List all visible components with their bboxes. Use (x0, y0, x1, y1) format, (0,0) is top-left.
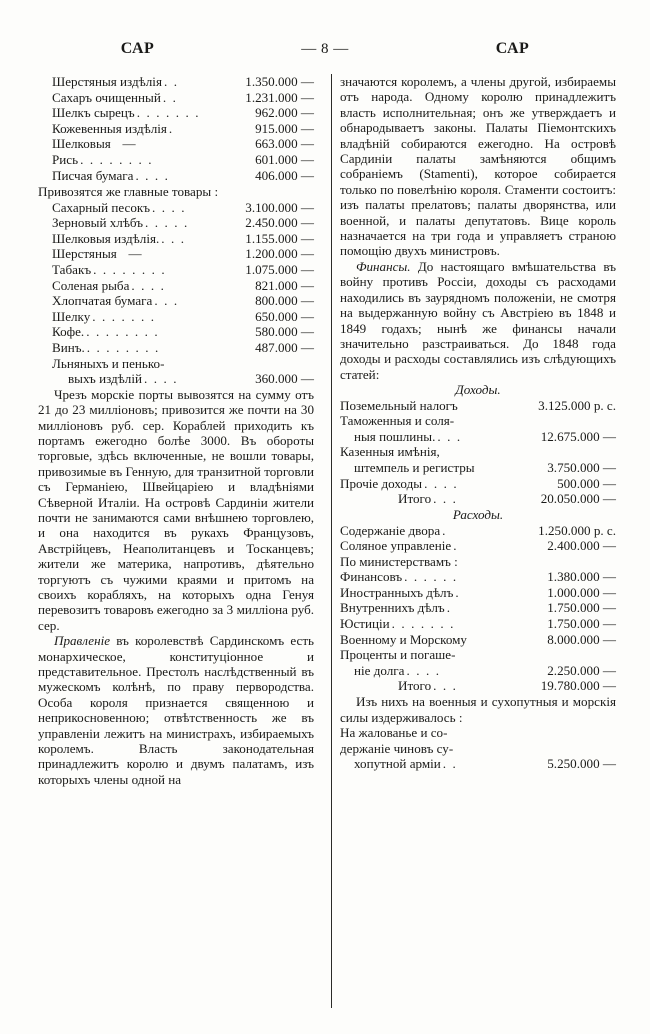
expense-total-row: Итого . . . 19.780.000 — (397, 678, 616, 694)
expense-table (340, 523, 616, 695)
table-row: Табакъ . . . . . . . . 1.075.000 — (52, 261, 315, 277)
column-divider (331, 74, 332, 1008)
table-row: Иностранныхъ дѣлъ . 1.000.000 — (339, 584, 616, 600)
table-row: Шелку . . . . . . . 650.000 — (52, 308, 315, 324)
table-row: Казенныя имѣнія, (339, 444, 440, 460)
closing-table (340, 725, 616, 772)
text-columns (38, 74, 616, 1008)
government-lead: Правленіе (54, 633, 111, 649)
finance-body: До настоящаго вмѣшательства въ войну противъ Россіи, доходы съ расходами находились въ заурядномъ положеніи, не смотря на выдержанную войну съ Австріею въ 1848 и 1849 годахъ; нынѣ же финансы начали значительно разстраиваться. До 1848 года доходы и расходы составлялись изъ слѣдующихъ статей: (339, 258, 616, 382)
running-head (40, 40, 610, 64)
table-row: Прочіе доходы . . . . 500.000 — (339, 475, 616, 491)
page-number: — 8 — (301, 41, 349, 57)
table-row: Шелковыя издѣлія. . . . 1.155.000 — (52, 230, 315, 246)
table-row: Сахарный песокъ . . . . 3.100.000 — (52, 199, 315, 215)
table-row: Хлопчатая бумага . . . 800.000 — (52, 293, 315, 309)
table-row: держаніе чиновъ су- (339, 740, 454, 756)
government-paragraph (38, 633, 314, 787)
government-body: въ королевствѣ Сардинскомъ есть монархическое, конституціонное и представительное. Престолъ наслѣдственный въ мужескомъ колѣнѣ, по праву первородства. Особа короля признается священною и неприкосновенною; отвѣтственность же въ управленіи лежитъ на министрахъ, избираемыхъ королемъ. Власть законодательная принадлежитъ королю и двумъ палатамъ, изъ которыхъ члены одной на (38, 633, 315, 787)
table-row: Кофе. . . . . . . . . 580.000 — (52, 324, 315, 340)
table-row: Проценты и погаше- (339, 647, 456, 663)
table-row: Льняныхъ и пенько- (52, 355, 165, 371)
table-row: Юстиціи . . . . . . . 1.750.000 — (339, 616, 616, 632)
government-continued: значаются королемъ, а члены другой, избираемы отъ народа. Одному королю принадлежитъ власть исполнительная; онъ же утверждаетъ и обнародываетъ законы. Палаты Піемонтскихъ владѣній собираются ежегодно. На островѣ Сардиніи палаты замѣняются общимъ собраніемъ (Stamenti), которое собирается только по повелѣнію короля. Стаменти состоитъ: изъ палаты прелатовъ; палаты дворянства, или военной, и палаты депутатовъ. Вице король назначается на три года и управляетъ страною помощію двухъ министровъ. (339, 74, 616, 259)
table-row: На жалованье и со- (339, 725, 448, 741)
income-total-row: Итого . . . 20.050.000 — (397, 491, 616, 507)
table-row: По министерствамъ : (339, 553, 458, 569)
table-row: Писчая бумага . . . . 406.000 — (52, 167, 315, 183)
table-row: Шелковыя — 663.000 — (52, 136, 315, 152)
table-row: Кожевенныя издѣлія . 915.000 — (52, 120, 315, 136)
table-row: Военному и Морскому 8.000.000 — (339, 631, 616, 647)
income-heading: Доходы. (455, 382, 501, 398)
trade-paragraph: Чрезъ морскіе порты вывозятся на сумму отъ 21 до 23 милліоновъ; привозится же почти на 30 милліоновъ руб. сер. Кораблей приходить къ портамъ ежегодно болѣе 3000. Въ обороты торговые, здѣсь включенные, не вошли товары, привозимые въ Генную, для транзитной торговли съ Германіею, Швейцаріею и владѣніями Сѣверной Италіи. На островѣ Сардиніи жители почти не занимаются сами внѣшнею торговлею, и она находится въ рукахъ Французовъ, Австрійцевъ, Неаполитанцевъ и Тосканцевъ; жители же материка, напротивъ, дѣятельно торгуютъ съ чужими краями и притомъ на своихъ корабляхъ, на которыхъ одна Генуя перевозитъ товаровъ ежегодно за 3 милліона руб. сер. (38, 386, 315, 633)
table-row: Рись . . . . . . . . 601.000 — (52, 151, 315, 167)
table-row: Шерстяныя издѣлія . . 1.350.000 — (52, 74, 315, 89)
table-row: Содержаніе двора . 1.250.000 р. с. (339, 522, 616, 538)
table-row: Шелкъ сырецъ . . . . . . . 962.000 — (52, 105, 315, 121)
income-table (340, 398, 616, 508)
table-row: Внутреннихъ дѣлъ . 1.750.000 — (339, 600, 616, 616)
table-row: Соленая рыба . . . . 821.000 — (52, 277, 315, 293)
export-table (38, 74, 314, 183)
table-row: Финансовъ . . . . . . 1.380.000 — (339, 569, 616, 585)
running-head-right: САР (495, 40, 530, 57)
right-column (340, 74, 616, 1008)
table-row: хопутной арміи . . 5.250.000 — (353, 756, 616, 772)
import-table (38, 200, 314, 387)
expense-heading: Расходы. (452, 507, 504, 523)
table-row: штемпель и регистры 3.750.000 — (353, 459, 616, 475)
table-row: Соляное управленіе . 2.400.000 — (339, 538, 616, 554)
left-column (38, 74, 324, 1008)
finance-lead: Финансы. (355, 258, 411, 274)
closing-paragraph: Изъ нихъ на военныя и сухопутныя и морскія силы издерживалось : (339, 694, 616, 725)
table-row: Шерстяныя — 1.200.000 — (52, 246, 315, 262)
table-row: ныя пошлины. . . . 12.675.000 — (353, 428, 616, 444)
table-row: Зерновый хлѣбъ . . . . . 2.450.000 — (52, 215, 315, 231)
table-row: Таможенныя и соля- (339, 413, 455, 429)
finance-paragraph (340, 259, 616, 382)
table-row: выхъ издѣлій . . . . 360.000 — (68, 371, 315, 387)
table-row: Сахаръ очищенный . . 1.231.000 — (52, 89, 315, 105)
table-row: ніе долга . . . . 2.250.000 — (353, 662, 616, 678)
table-row: Винъ. . . . . . . . . 487.000 — (52, 339, 315, 355)
table-row: Поземельный налогъ 3.125.000 р. с. (339, 397, 616, 413)
import-heading: Привозятся же главные товары : (38, 184, 219, 200)
running-head-left: САР (120, 40, 155, 57)
